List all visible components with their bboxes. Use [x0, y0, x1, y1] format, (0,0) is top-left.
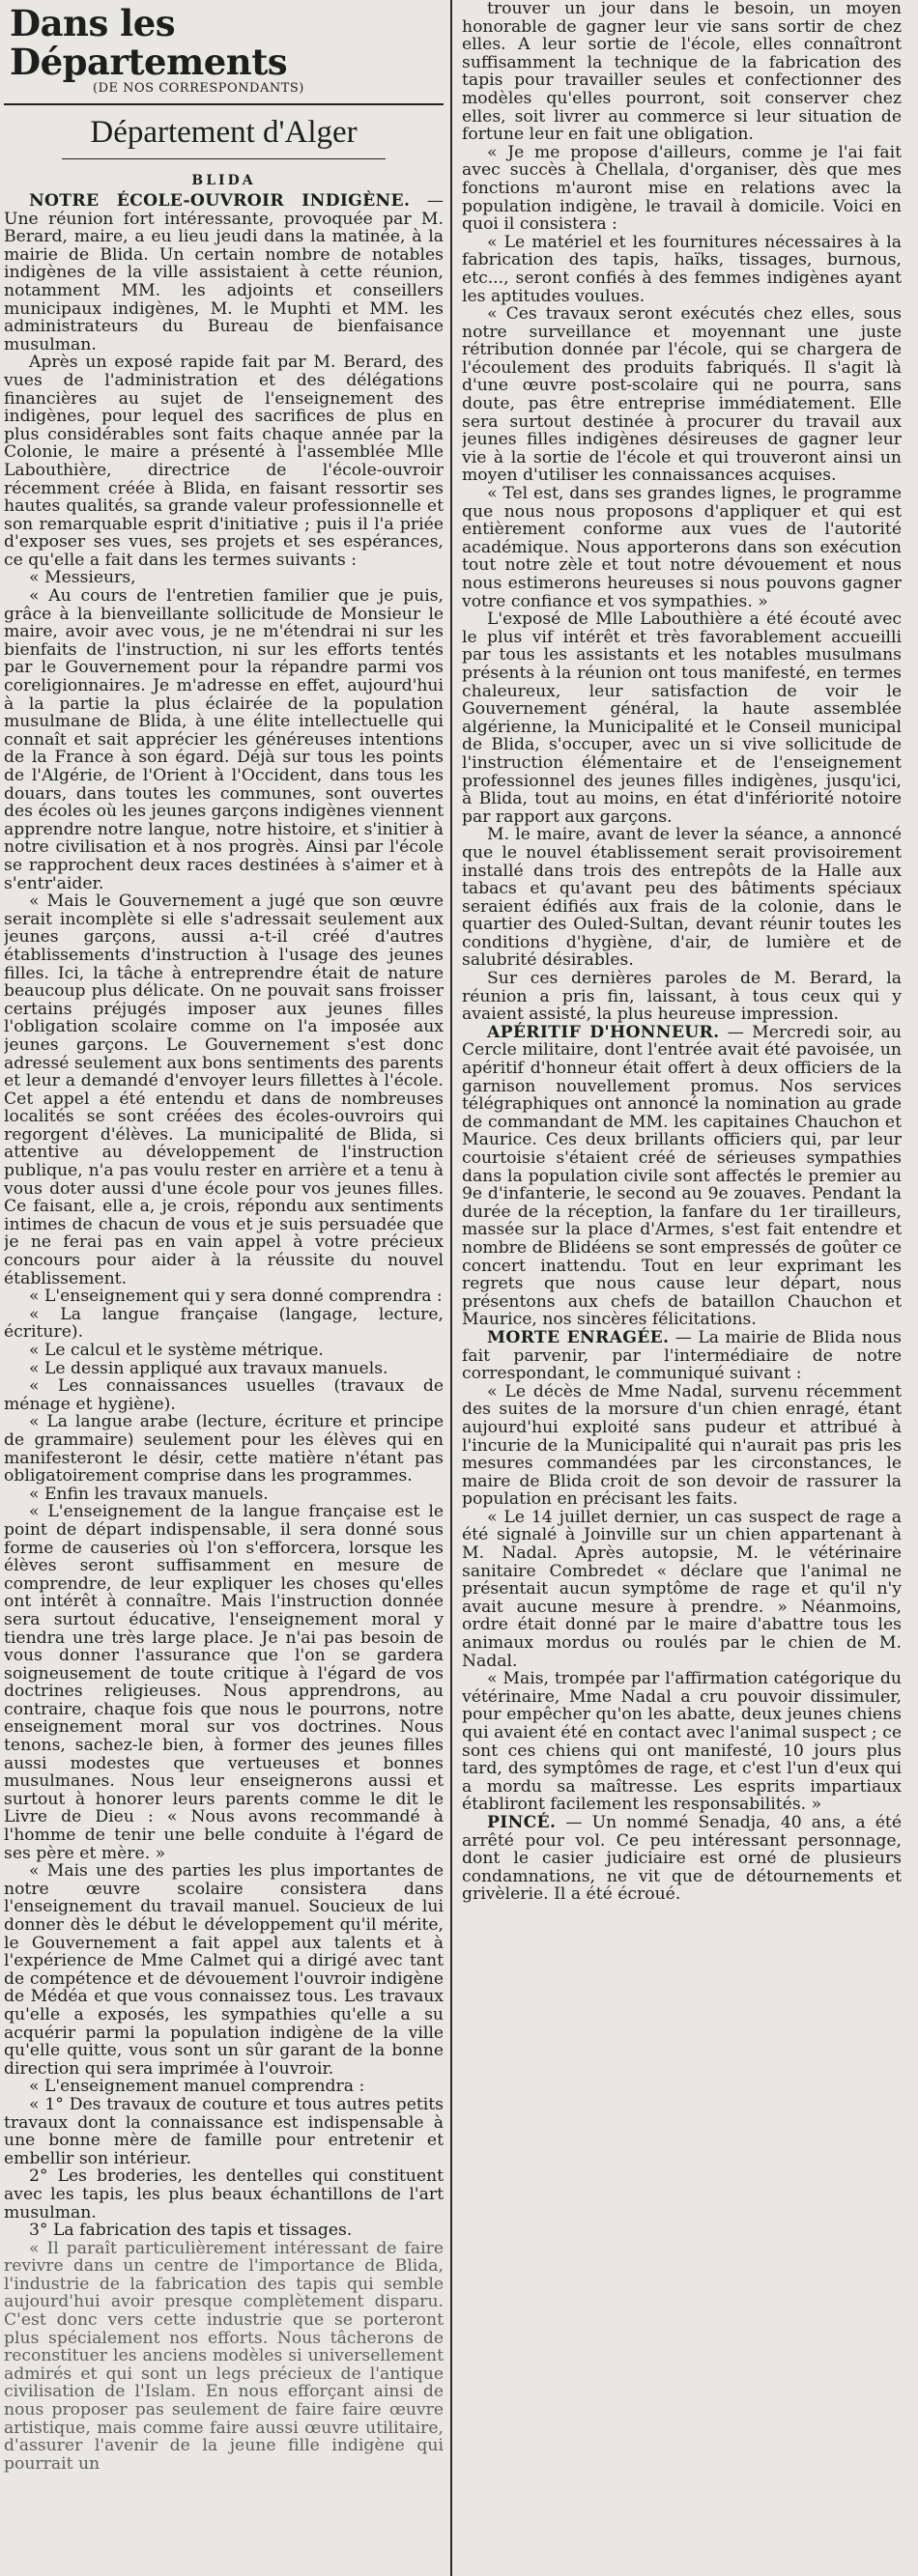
article-paragraph	[462, 305, 902, 485]
paragraph-text: « Il paraît particulièrement intéressant de faire revivre dans un centre de l'importance de Blida, l'industrie de la fabrication des tapis qui semble aujourd'hui avoir presque complètement disparu. C'est donc vers cette industrie que se porteront plus spécialement nos efforts. Nous tâcherons de reconstituer les anciens modèles si universellement admirés et qui sont un legs précieux de l'antique civilisation de l'Islam. En nous efforçant ainsi de nous proposer pas seulement de faire faire œuvre artistique, mais comme faire aussi œuvre utilitaire, d'assurer l'avenir de la jeune fille indigène qui pourrait un	[4, 2238, 444, 2474]
article-paragraph	[4, 1288, 444, 1306]
paragraph-run-in-heading: NOTRE ÉCOLE-OUVROIR INDIGÈNE.	[29, 191, 411, 211]
article-paragraph	[4, 354, 444, 569]
place-heading: BLIDA	[191, 173, 256, 188]
article-paragraph	[4, 1377, 444, 1413]
paragraph-text: « Le matériel et les fournitures nécessaires à la fabrication des tapis, haïks, tissages, burnous, etc..., seront confiés à des femmes indigènes ayant les aptitudes voulues.	[462, 232, 902, 306]
paragraph-text: « Le décès de Mme Nadal, survenu récemment des suites de la morsure d'un chien enragé, étant aujourd'hui exploité sans pudeur et attribué à l'incurie de la Municipalité qui n'aurait pas pris les mesures commandées par les circonstances, le maire de Blida croit de son devoir de rassurer la population en précisant les faits.	[462, 1381, 902, 1510]
article-paragraph	[462, 826, 902, 970]
paragraph-run-in-heading: MORTE ENRAGÉE.	[487, 1327, 670, 1347]
article-paragraph	[462, 1509, 902, 1670]
right-article-body	[462, 0, 902, 1904]
paragraph-text: — Un nommé Senadja, 40 ans, a été arrêté pour vol. Ce peu intéressant personnage, dont le casier judiciaire est orné de plusieurs condamnations, ne vit que de détournements et grivèlerie. Il a été écroué.	[462, 1812, 902, 1905]
article-paragraph	[4, 1862, 444, 2078]
page-headline: Dans les Départements	[10, 2, 288, 83]
article-paragraph	[4, 192, 444, 354]
article-paragraph	[4, 1486, 444, 1504]
article-paragraph	[462, 970, 902, 1024]
paragraph-text: « L'enseignement manuel comprendra :	[29, 2077, 365, 2097]
paragraph-text: « La langue arabe (lecture, écriture et principe de grammaire) seulement pour les élèves qui en manifesteront le désir, cette matière n'étant pas obligatoirement comprise dans les programmes.	[4, 1412, 444, 1486]
article-paragraph	[4, 1342, 444, 1360]
paragraph-text: Sur ces dernières paroles de M. Berard, la réunion a pris fin, laissant, à tous ceux qui y avaient assisté, la plus heureuse impression.	[462, 969, 902, 1025]
article-paragraph	[462, 1024, 902, 1329]
article-paragraph	[4, 2167, 444, 2222]
paragraph-text: « Mais le Gouvernement a jugé que son œuvre serait incomplète si elle s'adressait seulement aux jeunes garçons, aussi a-t-il créé d'autres établissements d'instruction à l'usage des jeunes filles. Ici, la tâche à entreprendre était de nature beaucoup plus délicate. On ne pouvait sans froisser certains préjugés imposer aux jeunes filles l'obligation scolaire comme on l'a imposée aux jeunes garçons. Le Gouvernement s'est donc adressé seulement aux bons sentiments des parents et leur a demandé d'envoyer leurs fillettes à l'école. Cet appel a été entendu et dans de nombreuses localités se sont créées des écoles-ouvroirs qui regorgent d'élèves. La municipalité de Blida, si attentive au développement de l'instruction publique, n'a pas voulu rester en arrière et a tenu à vous doter aussi d'une école pour vos jeunes filles. Ce faisant, elle a, je crois, répondu aux sentiments intimes de chacun de vous et je suis persuadée que je ne ferai pas en vain appel à votre précieux concours pour aider à la réussite du nouvel établissement.	[4, 892, 444, 1288]
article-paragraph	[4, 2222, 444, 2240]
article-paragraph	[462, 610, 902, 826]
right-column	[462, 0, 902, 2576]
section-title: Département d'Alger	[90, 115, 358, 150]
paragraph-text: « Le calcul et le système métrique.	[29, 1341, 324, 1360]
paragraph-text: Après un exposé rapide fait par M. Berard, des vues de l'administration et des délégations financières au sujet de l'enseignement des indigènes, pour lequel des sacrifices de plus en plus considérables sont faits chaque année par la Colonie, le maire a présenté à l'assemblée Mlle Labouthière, directrice de l'école-ouvroir récemment créée à Blida, en faisant ressortir ses hautes qualités, sa grande valeur professionnelle et son remarquable esprit d'initiative ; puis il l'a priée d'exposer ses vues, ses projets et ses espérances, ce qu'elle a fait dans les termes suivants :	[4, 353, 444, 570]
paragraph-text: « 1° Des travaux de couture et tous autres petits travaux dont la connaissance est indispensable à une bonne mère de famille pour entretenir et embellir son intérieur.	[4, 2094, 444, 2168]
paragraph-text: « L'enseignement de la langue française est le point de départ indispensable, il sera donné sous forme de causeries où l'on s'efforcera, lorsque les élèves seront suffisamment en mesure de comprendre, de leur expliquer les choses qu'elles ont intérêt à connaître. Mais l'instruction donnée sera surtout éducative, l'enseignement moral y tiendra une très large place. Je n'ai pas besoin de vous donner l'assurance que l'on se gardera soigneusement de toute critique à l'égard de vos doctrines religieuses. Nous apprendrons, au contraire, chaque fois que nous le pourrons, notre enseignement moral sur vos doctrines. Nous tenons, sachez-le bien, à former des jeunes filles aussi modestes que vertueuses et bonnes musulmanes. Nous leur enseignerons aussi et surtout à honorer leurs parents comme le dit le Livre de Dieu : « Nous avons recommandé à l'homme de tenir une belle conduite à l'égard de ses père et mère. »	[4, 1502, 444, 1863]
paragraph-run-in-heading: PINCÉ.	[487, 1812, 557, 1832]
headline-rule	[4, 103, 444, 105]
article-paragraph	[4, 569, 444, 587]
paragraph-text: « Ces travaux seront exécutés chez elles, sous notre surveillance et moyennant une juste rétribution donnée par l'école, qui se chargera de l'écoulement des produits fabriqués. Il s'agit là d'une œuvre post-scolaire qui ne pourra, sans doute, pas être entreprise immédiatement. Elle sera surtout destinée à procurer du travail aux jeunes filles indigènes désireuses de gagner leur vie à la sortie de l'école et qui trouveront ainsi un moyen d'utiliser les connaissances acquises.	[462, 304, 902, 486]
paragraph-text: 3° La fabrication des tapis et tissages.	[29, 2221, 353, 2241]
article-paragraph	[4, 892, 444, 1288]
page-subheadline: (DE NOS CORRESPONDANTS)	[93, 81, 304, 96]
paragraph-text: L'exposé de Mlle Labouthière a été écouté avec le plus vif intérêt et très favorablement accueilli par tous les assistants et les notables musulmans présents à la réunion ont tous manifesté, en termes chaleureux, leur satisfaction de voir le Gouvernement général, la haute assemblée algérienne, la Municipalité et le Conseil municipal de Blida, s'occuper, avec un si vive sollicitude de l'instruction élémentaire et de l'enseignement professionnel des jeunes filles indigènes, jusqu'ici, à Blida, tout au moins, en état d'infériorité notoire par rapport aux garçons.	[462, 609, 902, 827]
paragraph-text: « Je me propose d'ailleurs, comme je l'ai fait avec succès à Chellala, d'organiser, dès que mes fonctions m'auront mise en relations avec la population indigène, le travail à domicile. Voici en quoi il consistera :	[462, 142, 902, 235]
article-paragraph	[4, 1360, 444, 1378]
article-paragraph	[462, 0, 902, 144]
left-column	[4, 0, 444, 2576]
paragraph-text: « Mais, trompée par l'affirmation catégorique du vétérinaire, Mme Nadal a cru pouvoir dissimuler, pour empêcher qu'on les abatte, deux jeunes chiens qui avaient été en contact avec l'animal suspect ; ce sont ces chiens qui ont manifesté, 10 jours plus tard, des symptômes de rage, et c'est l'un d'eux qui a mordu sa maîtresse. Les esprits impartiaux établiront facilement les responsabilités. »	[462, 1669, 902, 1815]
paragraph-text: « Messieurs,	[29, 568, 136, 588]
paragraph-text: « Les connaissances usuelles (travaux de ménage et hygiène).	[4, 1376, 444, 1414]
paragraph-text: « Au cours de l'entretien familier que je puis, grâce à la bienveillante sollicitude de Monsieur le maire, avoir avec vous, je ne m'étendrai ni sur les bienfaits de l'instruction, ni sur les efforts tentés par le Gouvernement pour la répandre parmi vos coreligionnaires. Je m'adresse en effet, aujourd'hui à la partie la plus éclairée de la population musulmane de Blida, à une élite intellectuelle qui connaît et sait apprécier les généreuses intentions de la France à son égard. Déjà sur tous les points de l'Algérie, de l'Orient à l'Occident, dans tous les douars, dans toutes les communes, sont ouvertes des écoles où les jeunes garçons indigènes viennent apprendre notre langue, notre histoire, et s'initier à notre civilisation et à nos progrès. Ainsi par l'école se rapprochent deux races destinées à s'aimer et à s'entr'aider.	[4, 586, 444, 893]
left-article-body	[4, 192, 444, 2473]
article-paragraph	[4, 2078, 444, 2096]
article-paragraph	[462, 1383, 902, 1509]
article-paragraph	[462, 144, 902, 234]
article-paragraph	[462, 1329, 902, 1383]
article-paragraph	[4, 1503, 444, 1862]
paragraph-run-in-heading: APÉRITIF D'HONNEUR.	[487, 1022, 720, 1042]
paragraph-text: « La langue française (langage, lecture, écriture).	[4, 1304, 444, 1343]
paragraph-text: « Le dessin appliqué aux travaux manuels.	[29, 1358, 388, 1378]
article-paragraph	[4, 2096, 444, 2167]
article-paragraph	[4, 1306, 444, 1342]
article-paragraph	[462, 234, 902, 305]
article-paragraph	[4, 1413, 444, 1485]
paragraph-text: « Mais une des parties les plus importantes de notre œuvre scolaire consistera dans l'enseignement du travail manuel. Soucieux de lui donner dès le début le développement qu'il mérite, le Gouvernement a fait appel aux talents et à l'expérience de Mme Calmet qui a dirigé avec tant de compétence et de dévouement l'ouvroir indigène de Médéa et que vous connaissez tous. Les travaux qu'elle a exposés, les sympathies qu'elle a su acquérir parmi la population indigène de la ville qu'elle quitte, vous sont un sûr garant de la bonne direction qui sera imprimée à l'ouvroir.	[4, 1861, 444, 2079]
article-paragraph	[4, 587, 444, 892]
paragraph-text: « Enfin les travaux manuels.	[29, 1484, 269, 1504]
paragraph-text: M. le maire, avant de lever la séance, a annoncé que le nouvel établissement serait provisoirement installé dans trois des entrepôts de la Halle aux tabacs et qu'avant peu des bâtiments spéciaux seraient édifiés aux frais de la colonie, dans le quartier des Ouled-Sultan, devant réunir toutes les conditions d'hygiène, d'air, de lumière et de salubrité désirables.	[462, 825, 902, 971]
paragraph-text: trouver un jour dans le besoin, un moyen honorable de gagner leur vie sans sortir de chez elles. A leur sortie de l'école, elles connaîtront suffisamment la technique de la fabrication des tapis pour travailler seules et confectionner des modèles qu'elles pourront, soit conserver chez elles, soit livrer au commerce si leur situation de fortune leur en fait une obligation.	[462, 0, 902, 145]
paragraph-text: « Tel est, dans ses grandes lignes, le programme que nous nous proposons d'appliquer et qui est entièrement conforme aux vues de l'autorité académique. Nous apporterons dans son exécution tout notre zèle et tout notre dévouement et nous nous estimerons heureuses si nous pouvons gagner votre confiance et vos sympathies. »	[462, 484, 902, 611]
column-rule	[450, 0, 452, 2576]
paragraph-text: « Le 14 juillet dernier, un cas suspect de rage a été signalé à Joinville sur un chien appartenant à M. Nadal. Après autopsie, M. le vétérinaire sanitaire Combredet « déclare que l'animal ne présentait aucun symptôme de rage et qu'il n'y avait aucune mesure à prendre. » Néanmoins, ordre était donné par le maire d'abattre tous les animaux mordus ou roulés par le chien de M. Nadal.	[462, 1507, 902, 1671]
article-paragraph	[4, 2240, 444, 2474]
article-paragraph	[462, 1670, 902, 1814]
paragraph-text: — Une réunion fort intéressante, provoquée par M. Berard, maire, a eu lieu jeudi dans la matinée, à la mairie de Blida. Un certain nombre de notables indigènes de la ville assistaient à cette réunion, notamment MM. les adjoints et conseillers municipaux indigènes, M. le Muphti et MM. les administrateurs du Bureau de bienfaisance musulman.	[4, 191, 444, 354]
paragraph-text: 2° Les broderies, les dentelles qui constituent avec les tapis, les plus beaux échantillons de l'art musulman.	[4, 2166, 444, 2222]
paragraph-text: — La mairie de Blida nous fait parvenir, par l'intermédiaire de notre correspondant, le communiqué suivant :	[462, 1327, 902, 1384]
paragraph-text: — Mercredi soir, au Cercle militaire, dont l'entrée avait été pavoisée, un apéritif d'honneur était offert à deux officiers de la garnison nouvellement promus. Nos services télégraphiques ont annoncé la nomination au grade de commandant de MM. les capitaines Chauchon et Maurice. Ces deux brillants officiers qui, par leur courtoisie s'étaient créé de sérieuses sympathies dans la population civile sont affectés le premier au 9e d'infanterie, le second au 9e zouaves. Pendant la durée de la réception, la fanfare du 1er tirailleurs, massée sur la place d'Armes, s'est fait entendre et nombre de Blidéens se sont empressés de goûter ce concert inattendu. Tout en leur exprimant les regrets que nous cause leur départ, nous présentons aux chefs de bataillon Chauchon et Maurice, nos sincères félicitations.	[462, 1022, 902, 1330]
article-paragraph	[462, 485, 902, 610]
article-paragraph	[462, 1814, 902, 1904]
paragraph-text: « L'enseignement qui y sera donné comprendra :	[29, 1287, 443, 1307]
section-rule	[62, 158, 386, 159]
